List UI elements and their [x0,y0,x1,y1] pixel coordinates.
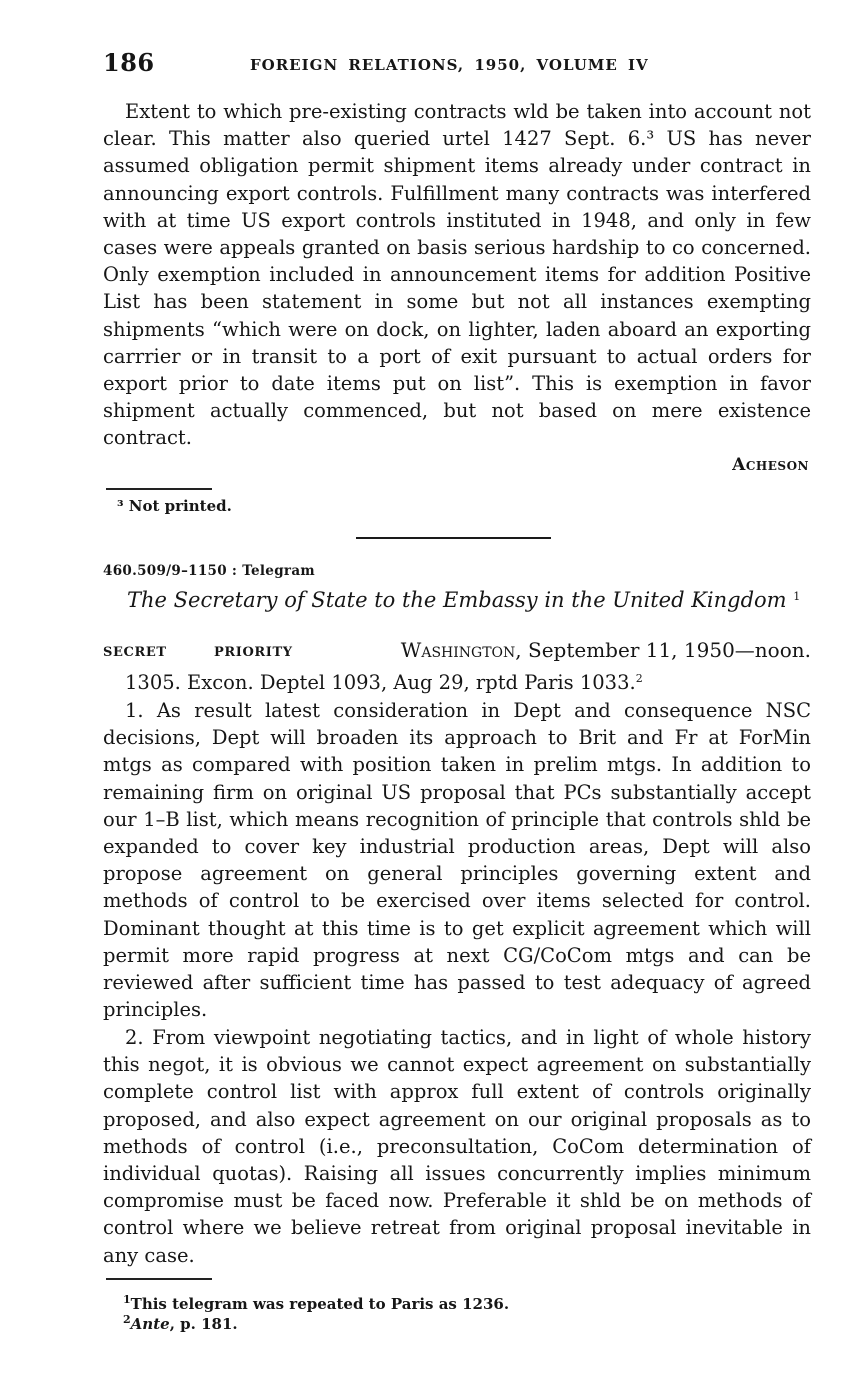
footnote-2 [123,1310,238,1334]
dateline [401,638,811,662]
telegram-number-line [125,671,643,694]
priority-label: PRIORITY [214,645,293,660]
footnote-rule-bottom [106,1278,212,1280]
telegram-number-text: 1305. Excon. Deptel 1093, Aug 29, rptd Paris 1033. [125,671,636,694]
document-title-text: The Secretary of State to the Embassy in the United Kingdom [127,588,787,612]
classification-label: SECRET [103,645,167,660]
title-footnote-marker: 1 [793,590,801,603]
section-divider [356,537,551,539]
file-reference: 460.509/9–1150 : Telegram [103,563,315,579]
footnote-rule [106,488,212,490]
footnote-not-printed: ³ Not printed. [117,497,232,515]
footnote-1-text: This telegram was repeated to Paris as 1236. [130,1295,510,1313]
dateline-date: , September 11, 1950—noon. [515,638,811,662]
dateline-place: Washington [400,638,516,662]
signature: Acheson [732,455,809,475]
footnote-2-marker: 2 [123,1313,131,1326]
previous-document-closing-paragraph: Extent to which pre-existing contracts wld be taken into account not clear. This matter also queried urtel 1427 Sept. 6.³ US has never assumed obligation permit shipment items already under contract in announcing export controls. Fulfillment many contracts was interfered with at time US export controls instituted in 1948, and only in few cases were appeals granted on basis serious hardship to co concerned. Only exemption included in announcement items for addition Positive List has been statement in some but not all instances exempting shipments “which were on dock, on lighter, laden aboard an exporting carrrier or in transit to a port of exit pursuant to actual orders for export prior to date items put on list”. This is exemption in favor shipment actually commenced, but not based on mere existence contract. [103,100,811,450]
footnote-2-text: , p. 181. [169,1315,238,1333]
footnote-1-marker: 1 [123,1293,131,1306]
page-number: 186 [103,48,155,77]
telegram-paragraph-1: 1. As result latest consideration in Dept and consequence NSC decisions, Dept will broaden its approach to Brit and Fr at ForMin mtgs as compared with position taken in prelim mtgs. In addition to remaining firm on original US proposal that PCs substantially accept our 1–B list, which means recognition of principle that controls shld be expanded to cover key industrial production areas, Dept will also propose agreement on general principles governing extent and methods of control to be exercised over items selected for control. Dominant thought at this time is to get explicit agreement which will permit more rapid progress at next CG/CoCom mtgs and can be reviewed after sufficient time has passed to test adequacy of agreed principles. [103,699,811,1022]
footnote-2-italic: Ante [130,1315,170,1333]
telegram-footnote-marker: 2 [635,672,643,685]
running-head: FOREIGN RELATIONS, 1950, VOLUME IV [250,56,649,74]
document-title [127,588,800,612]
telegram-paragraph-2: 2. From viewpoint negotiating tactics, and in light of whole history this negot, it is obvious we cannot expect agreement on substantially complete control list with approx full extent of controls originally proposed, and also expect agreement on our original proposals as to methods of control (i.e., preconsultation, CoCom determination of individual quotas). Raising all issues concurrently implies minimum compromise must be faced now. Preferable it shld be on methods of control where we believe retreat from original proposal inevitable in any case. [103,1026,811,1267]
